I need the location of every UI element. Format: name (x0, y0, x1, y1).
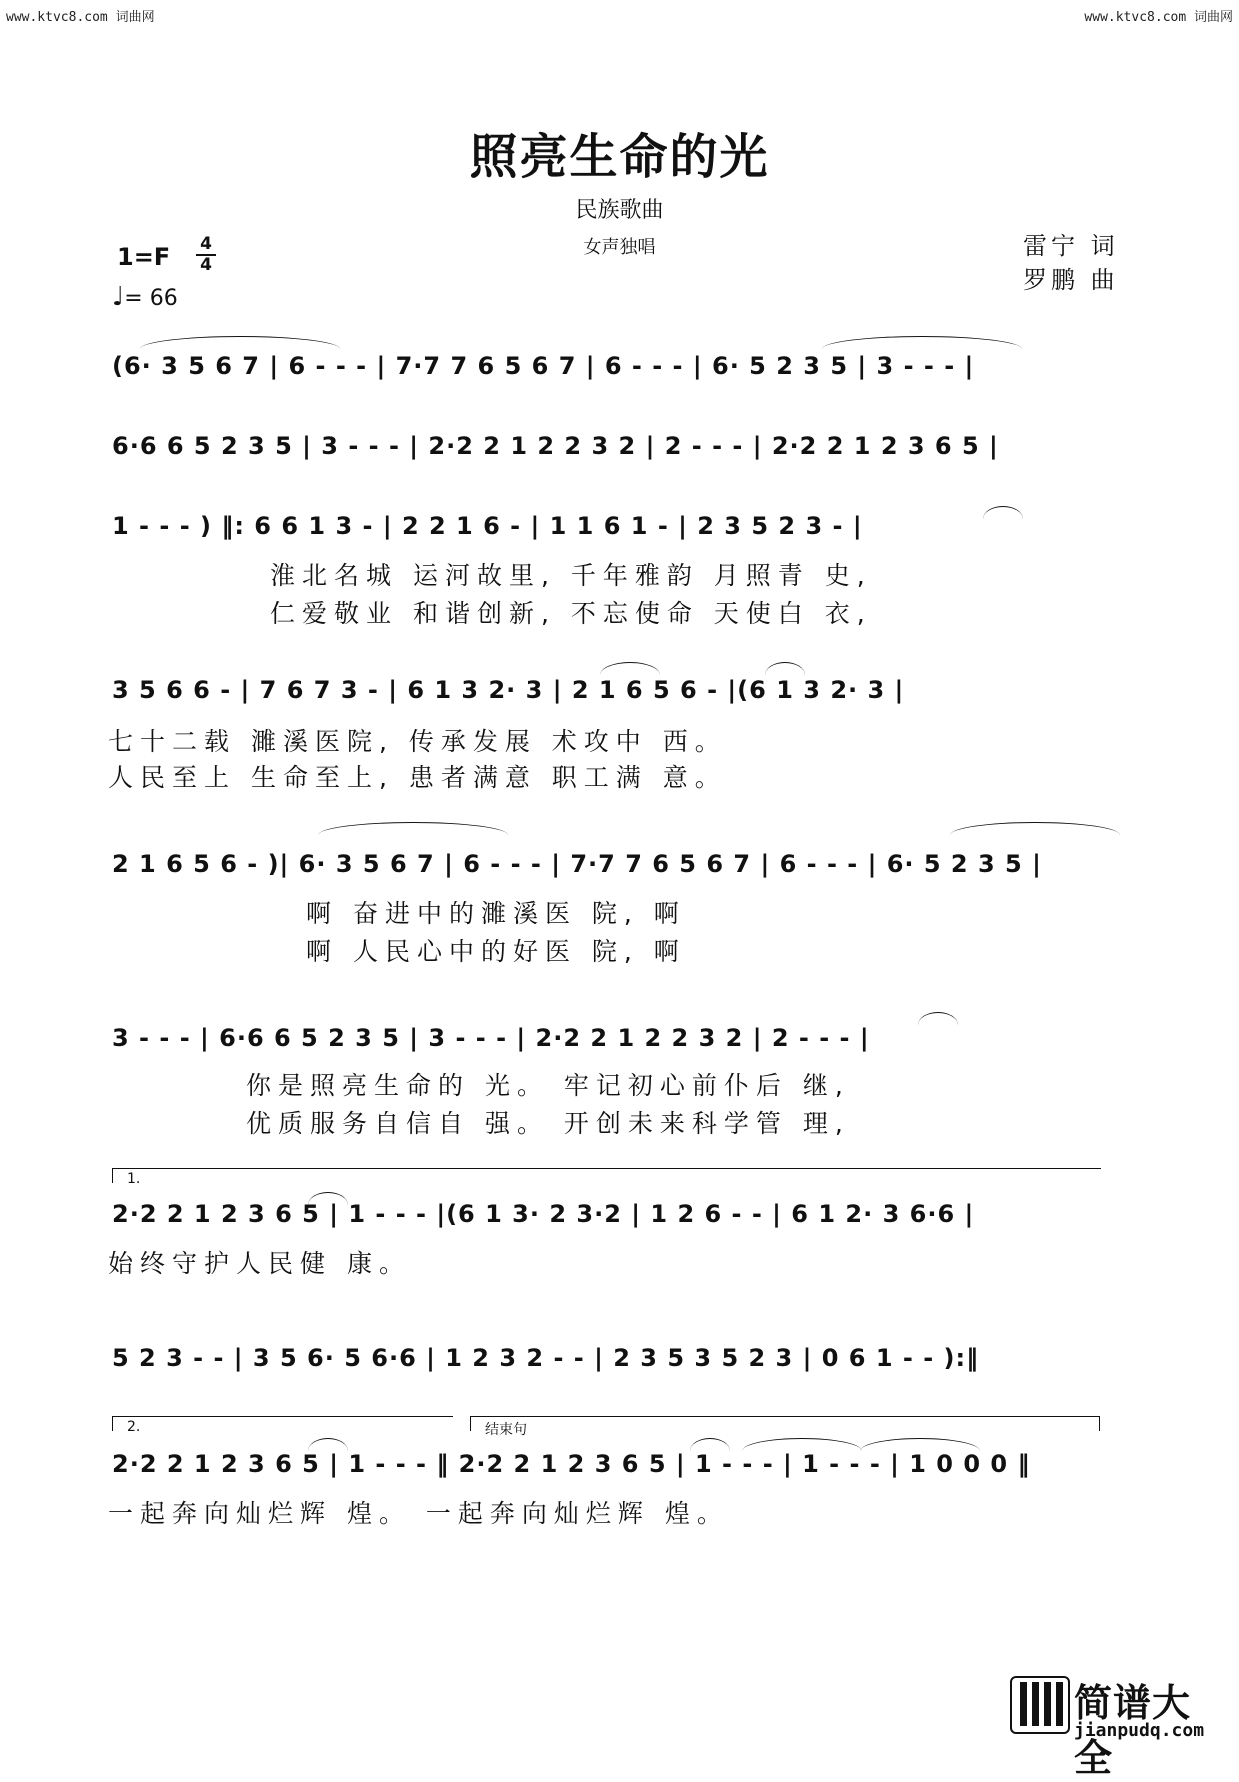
watermark-right: www.ktvc8.com 词曲网 (1084, 10, 1233, 25)
site-logo (1010, 1672, 1225, 1780)
lyrics-row-5-verse-1: 啊 奋进中的濉溪医 院, 啊 (306, 899, 686, 928)
volta-1-label: 1. (127, 1171, 141, 1187)
lyricist: 雷宁 词 (1023, 232, 1119, 260)
notation-row-1: (6· 3 5 6 7 | 6 - - - | 7·7 7 6 5 6 7 | 6 - - - | 6· 5 2 3 5 | 3 - - - | (112, 352, 975, 380)
time-signature-top: 4 (200, 234, 212, 254)
lyrics-row-3-verse-2: 仁爱敬业 和谐创新, 不忘使命 天使白 衣, (270, 599, 872, 628)
watermark-left: www.ktvc8.com 词曲网 (6, 10, 155, 25)
time-signature (196, 236, 216, 274)
lyrics-row-4-verse-2: 人民至上 生命至上, 患者满意 职工满 意。 (108, 763, 727, 792)
volta-bracket-2 (112, 1416, 453, 1435)
song-genre: 民族歌曲 (575, 198, 664, 223)
notation-row-4: 3 5 6 6 - | 7 6 7 3 - | 6 1 3 2· 3 | 2 1 6 5 6 - |(6 1 3 2· 3 | (112, 676, 905, 704)
slur (600, 662, 660, 675)
time-signature-bottom: 4 (200, 255, 212, 275)
lyrics-row-9: 一起奔向灿烂辉 煌。 一起奔向灿烂辉 煌。 (108, 1499, 729, 1528)
composer: 罗鹏 曲 (1023, 266, 1119, 294)
lyrics-row-6-verse-1: 你是照亮生命的 光。 牢记初心前仆后 继, (246, 1071, 850, 1100)
logo-brand: 简谱大全 (1074, 1681, 1192, 1780)
lyrics-row-4-verse-1: 七十二载 濉溪医院, 传承发展 术攻中 西。 (108, 727, 727, 756)
piano-keys-icon (1010, 1676, 1070, 1734)
song-title: 照亮生命的光 (469, 129, 770, 185)
lyrics-row-3-verse-1: 淮北名城 运河故里, 千年雅韵 月照青 史, (270, 561, 872, 590)
voice-type: 女声独唱 (583, 237, 656, 258)
notation-row-2: 6·6 6 5 2 3 5 | 3 - - - | 2·2 2 1 2 2 3 2 | 2 - - - | 2·2 2 1 2 3 6 5 | (112, 432, 999, 460)
ending-bracket (470, 1416, 1100, 1438)
slur (765, 662, 805, 675)
tempo-marking (112, 282, 178, 312)
slur (822, 336, 1022, 349)
slur (950, 822, 1120, 835)
notation-row-7: 2·2 2 1 2 3 6 5 | 1 - - - |(6 1 3· 2 3·2 | 1 2 6 - - | 6 1 2· 3 6·6 | (112, 1200, 975, 1228)
quarter-note-icon: ♩ (112, 282, 125, 312)
volta-bracket-1 (112, 1168, 1101, 1187)
notation-row-3: 1 - - - ) ‖: 6 6 1 3 - | 2 2 1 6 - | 1 1 6 1 - | 2 3 5 2 3 - | (112, 512, 863, 540)
tempo-value: = 66 (124, 286, 178, 311)
notation-row-5: 2 1 6 5 6 - )| 6· 3 5 6 7 | 6 - - - | 7·7 7 6 5 6 7 | 6 - - - | 6· 5 2 3 5 | (112, 850, 1042, 878)
logo-url: jianpudq.com (1074, 1720, 1205, 1741)
notation-row-8: 5 2 3 - - | 3 5 6· 5 6·6 | 1 2 3 2 - - | 2 3 5 3 5 2 3 | 0 6 1 - - ):‖ (112, 1344, 980, 1372)
ending-label: 结束句 (485, 1422, 527, 1438)
slur (140, 336, 340, 349)
lyrics-row-6-verse-2: 优质服务自信自 强。 开创未来科学管 理, (246, 1109, 850, 1138)
key-signature: 1=F (117, 243, 171, 271)
slur (318, 822, 508, 835)
volta-2-label: 2. (127, 1419, 141, 1435)
lyrics-row-7: 始终守护人民健 康。 (108, 1249, 411, 1278)
lyrics-row-5-verse-2: 啊 人民心中的好医 院, 啊 (306, 937, 686, 966)
notation-row-9: 2·2 2 1 2 3 6 5 | 1 - - - ‖ 2·2 2 1 2 3 6 5 | 1 - - - | 1 - - - | 1 0 0 0 ‖ (112, 1450, 1031, 1478)
notation-row-6: 3 - - - | 6·6 6 5 2 3 5 | 3 - - - | 2·2 2 1 2 2 3 2 | 2 - - - | (112, 1024, 870, 1052)
